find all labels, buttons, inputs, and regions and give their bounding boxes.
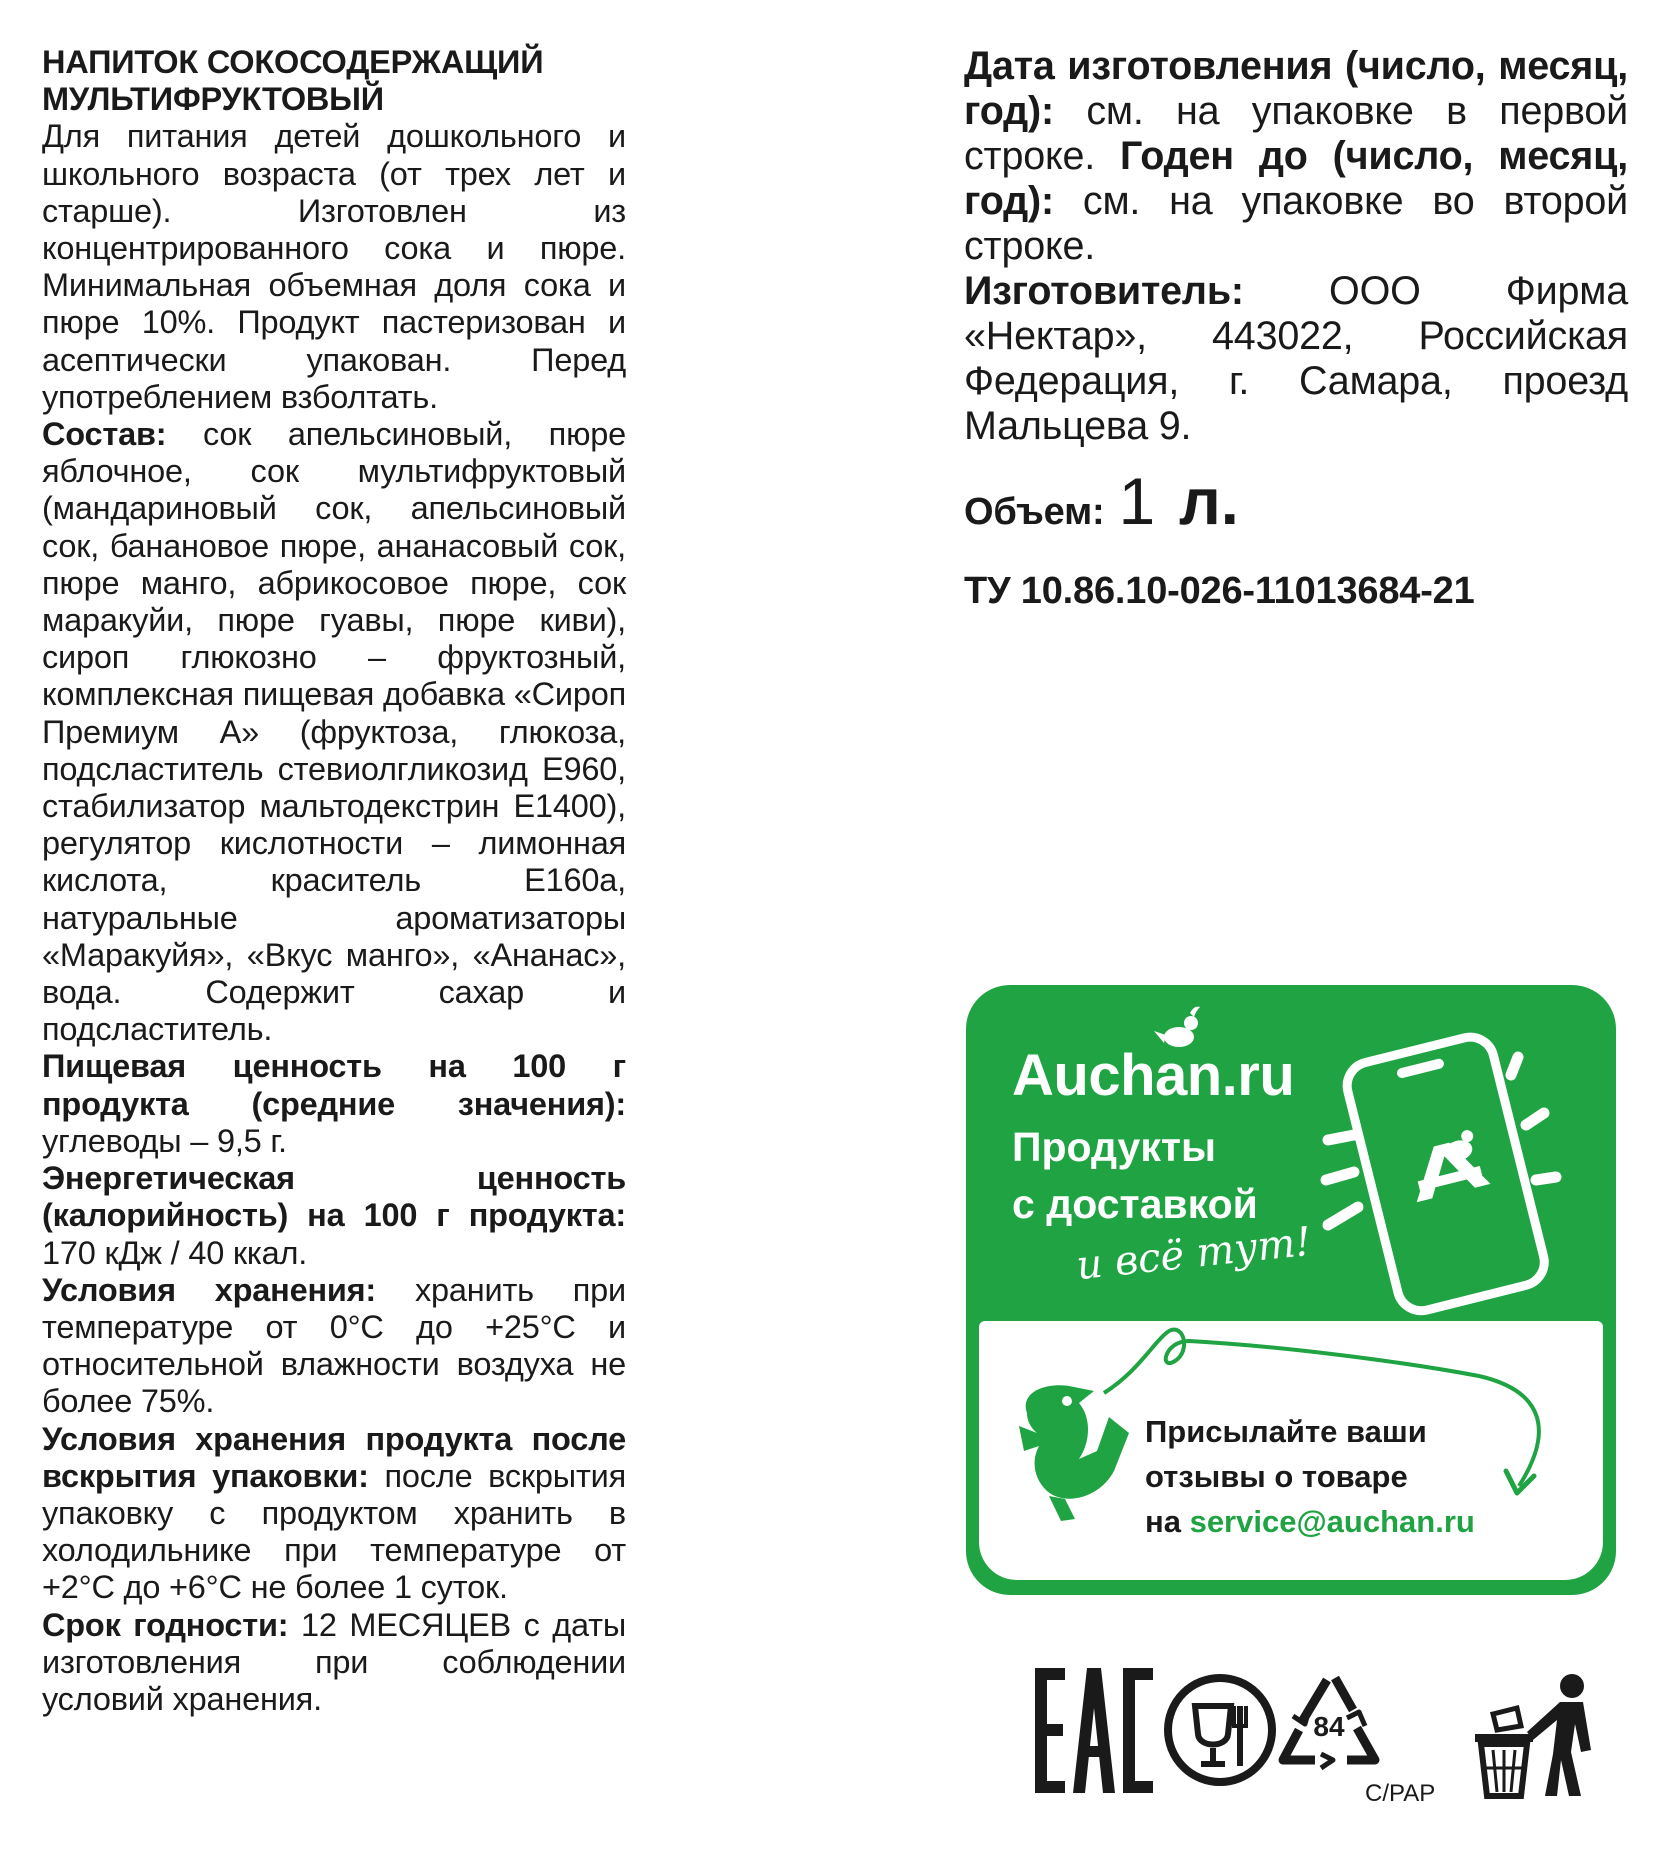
auchan-promo-block [966, 985, 1616, 1595]
storage-conditions: Условия хранения: хранить при температуре от 0°С до +25°С и относительной влажности воздуха не более 75%. [42, 1271, 626, 1420]
after-opening-conditions: Условия хранения продукта после вскрытия упаковки: после вскрытия упаковку с продуктом хранить в холодильнике при температуре от +2°С до +6°С не более 1 суток. [42, 1420, 626, 1606]
promo-tagline: Продукты с доставкой [1012, 1124, 1258, 1227]
bird-logo-small-icon [1154, 1007, 1200, 1047]
food-safe-icon [1168, 1678, 1272, 1782]
feedback-panel [979, 1321, 1603, 1580]
recycle-number: 84 [1313, 1711, 1345, 1742]
promo-site: Auchan.ru [1012, 1043, 1295, 1108]
eac-mark-icon [1035, 1668, 1153, 1793]
shelf-life: Срок годности: 12 МЕСЯЦЕВ с даты изготовления при соблюдении условий хранения. [42, 1606, 626, 1717]
nutrition-value: Пищевая ценность на 100 г продукта (средние значения): углеводы – 9,5 г. [42, 1048, 626, 1159]
recycle-code: C/PAP [1365, 1780, 1436, 1807]
feedback-email[interactable]: service@auchan.ru [1189, 1504, 1475, 1539]
symbols-svg [1035, 1668, 1615, 1808]
tech-spec-code: ТУ 10.86.10-026-11013684-21 [964, 570, 1475, 612]
intro-text: Для питания детей дошкольного и школьного возраста (от трех лет и старше). Изготовлен из концентрированного сока и пюре. Минимальная объемная доля сока и пюре 10%. Продукт пастеризован и асептически упакован. Перед употреблением взболтать. [42, 118, 626, 415]
composition: Состав: сок апельсиновый, пюре яблочное, сок мультифруктовый (мандариновый сок, апельсиновый сок, банановое пюре, ананасовый сок, пюре манго, абрикосовое пюре, сок маракуйи, пюре гуавы, пюре киви), сироп глюкозно – фруктозный, комплексная пищевая добавка «Сироп Премиум А» (фруктоза, глюкоза, подсластитель стевиолгликозид Е960, стабилизатор мальтодекстрин Е1400), регулятор кислотности – лимонная кислота, краситель Е160а, натуральные ароматизаторы «Маракуйя», «Вкус манго», «Ананас», вода. Содержит сахар и подсластитель. [42, 416, 626, 1048]
volume: Объем: 1 л. [964, 464, 1239, 538]
product-title: НАПИТОК СОКОСОДЕРЖАЩИЙ МУЛЬТИФРУКТОВЫЙ [42, 44, 544, 118]
product-info-column [42, 44, 626, 1718]
promo-top [966, 985, 1616, 1321]
manufacturer: Изготовитель: ООО Фирма «Нектар», 443022, Российская Федерация, г. Самара, проезд Мальцева 9. [964, 269, 1628, 448]
bird-eye [1062, 1396, 1072, 1406]
energy-value: Энергетическая ценность (калорийность) на 100 г продукта: 170 кДж / 40 ккал. [42, 1160, 626, 1271]
package-symbols [1035, 1668, 1615, 1808]
phone-icon [1342, 1032, 1549, 1316]
feedback-text: Присылайте ваши отзывы о товаре на service@auchan.ru [1145, 1414, 1475, 1539]
dates-info: Дата изготовления (число, месяц, год): см. на упаковке в первой строке. Годен до (число, месяц, год): см. на упаковке во второй строке. [964, 44, 1628, 268]
promo-script: и всё тут! [1074, 1218, 1314, 1290]
manufacturer-info-column [964, 44, 1628, 614]
tidyman-icon [1475, 1674, 1591, 1796]
bird-icon [1019, 1385, 1129, 1521]
